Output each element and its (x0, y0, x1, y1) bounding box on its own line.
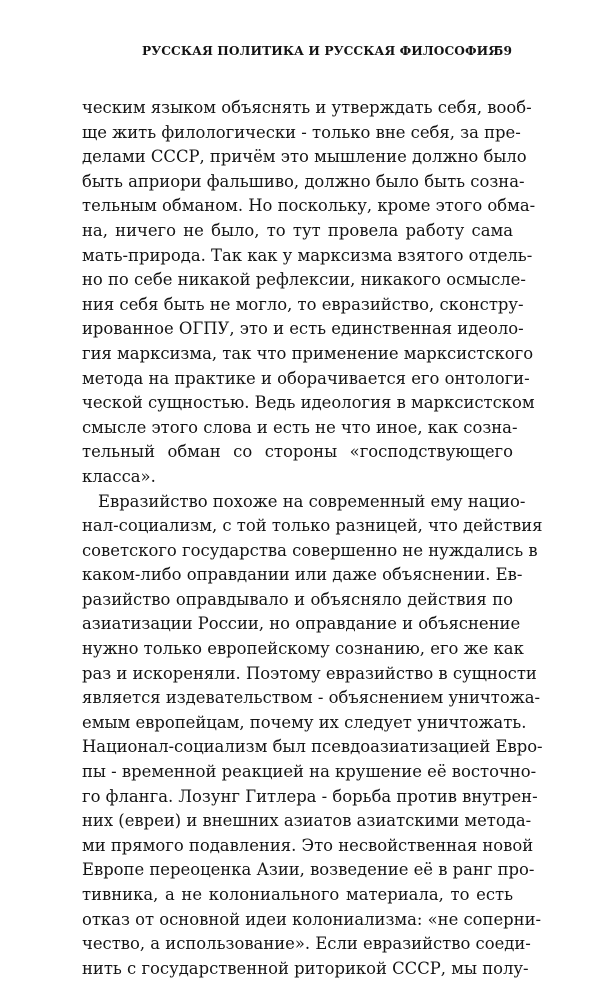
text-line: нал-социализм, с той только разницей, что действия (82, 514, 513, 539)
running-title: РУССКАЯ ПОЛИТИКА И РУССКАЯ ФИЛОСОФИЯ (142, 44, 499, 58)
text-line: них (евреи) и внешних азиатов азиатскими метода- (82, 809, 513, 834)
text-line: разийство оправдывало и объясняло действия по (82, 588, 513, 613)
text-line: метода на практике и оборачивается его онтологи- (82, 367, 513, 392)
text-line: раз и искореняли. Поэтому евразийство в сущности (82, 662, 513, 687)
text-line: является издевательством - объяснением уничтожа- (82, 686, 513, 711)
text-line: отказ от основной идеи колониализма: «не соперни- (82, 908, 513, 933)
text-line: гия марксизма, так что применение марксистского (82, 342, 513, 367)
text-line: класса». (82, 465, 513, 490)
text-line: тельный обман со стороны «господствующего (82, 440, 513, 465)
text-line: нужно только европейскому сознанию, его же как (82, 637, 513, 662)
text-line: мать-природа. Так как у марксизма взятого отдель- (82, 244, 513, 269)
body-text (82, 96, 513, 981)
text-line: ческой сущностью. Ведь идеология в марксистском (82, 391, 513, 416)
text-line: емым европейцам, почему их следует уничтожать. (82, 711, 513, 736)
text-line: советского государства совершенно не нуждались в (82, 539, 513, 564)
text-line: Европе переоценка Азии, возведение её в ранг про- (82, 858, 513, 883)
page-number: 59 (495, 44, 512, 58)
text-line: ми прямого подавления. Это несвойственная новой (82, 834, 513, 859)
text-line: азиатизации России, но оправдание и объяснение (82, 612, 513, 637)
paragraph-1 (82, 96, 513, 490)
text-line: ще жить филологически - только вне себя, за пре- (82, 121, 513, 146)
text-line: делами СССР, причём это мышление должно было (82, 145, 513, 170)
text-line: смысле этого слова и есть не что иное, как созна- (82, 416, 513, 441)
text-line: го фланга. Лозунг Гитлера - борьба против внутрен- (82, 785, 513, 810)
text-line: тивника, а не колониального материала, то есть (82, 883, 513, 908)
text-line: нить с государственной риторикой СССР, мы полу- (82, 957, 513, 981)
text-line: быть априори фальшиво, должно было быть созна- (82, 170, 513, 195)
text-line: тельным обманом. Но поскольку, кроме этого обма- (82, 194, 513, 219)
text-line: чество, а использование». Если евразийство соеди- (82, 932, 513, 957)
text-line: каком-либо оправдании или даже объяснении. Ев- (82, 563, 513, 588)
text-line: ния себя быть не могло, то евразийство, сконстру- (82, 293, 513, 318)
text-line: Национал-социализм был псевдоазиатизацией Евро- (82, 735, 513, 760)
text-line: ческим языком объяснять и утверждать себя, вооб- (82, 96, 513, 121)
text-line: Евразийство похоже на современный ему нацио- (82, 490, 513, 515)
text-line: на, ничего не было, то тут провела работу сама (82, 219, 513, 244)
text-line: но по себе никакой рефлексии, никакого осмысле- (82, 268, 513, 293)
paragraph-2 (82, 490, 513, 981)
text-line: ированное ОГПУ, это и есть единственная идеоло- (82, 317, 513, 342)
text-line: пы - временной реакцией на крушение её восточно- (82, 760, 513, 785)
running-head (82, 44, 512, 64)
